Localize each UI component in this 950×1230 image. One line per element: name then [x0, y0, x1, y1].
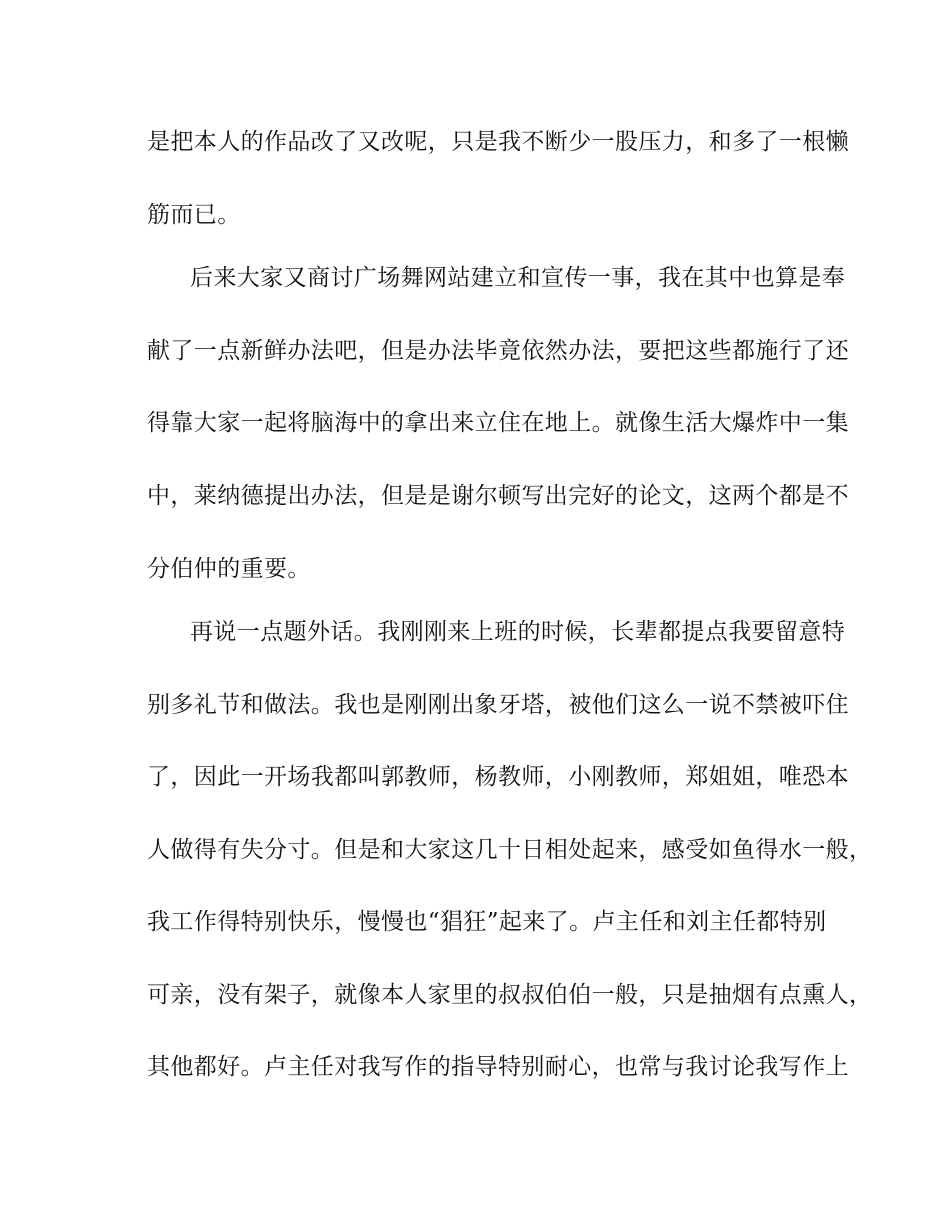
paragraph-start-line: 再说一点题外话。我刚刚来上班的时候，长辈都提点我要留意特 [190, 619, 846, 645]
text-line: 筋而已。 [147, 202, 241, 228]
text-line: 人做得有失分寸。但是和大家这几十日相处起来，感受如鱼得水一般， [147, 837, 873, 863]
paragraph-start-line: 后来大家又商讨广场舞网站建立和宣传一事，我在其中也算是奉 [190, 265, 846, 291]
text-line: 中，莱纳德提出办法，但是是谢尔顿写出完好的论文，这两个都是不 [147, 483, 849, 509]
text-line: 我工作得特别快乐，慢慢也“猖狂”起来了。卢主任和刘主任都特别 [147, 909, 827, 935]
text-line: 其他都好。卢主任对我写作的指导特别耐心，也常与我讨论我写作上 [147, 1054, 849, 1080]
text-line: 献了一点新鲜办法吧，但是办法毕竟依然办法，要把这些都施行了还 [147, 338, 849, 364]
text-line: 分伯仲的重要。 [147, 556, 311, 582]
text-line: 别多礼节和做法。我也是刚刚出象牙塔，被他们这么一说不禁被吓住 [147, 692, 849, 718]
text-line: 得靠大家一起将脑海中的拿出来立住在地上。就像生活大爆炸中一集 [147, 410, 849, 436]
text-line: 了，因此一开场我都叫郭教师，杨教师，小刚教师，郑姐姐，唯恐本 [147, 764, 849, 790]
text-line: 可亲，没有架子，就像本人家里的叔叔伯伯一般，只是抽烟有点熏人， [147, 982, 873, 1008]
text-line: 是把本人的作品改了又改呢，只是我不断少一股压力，和多了一根懒 [147, 129, 849, 155]
